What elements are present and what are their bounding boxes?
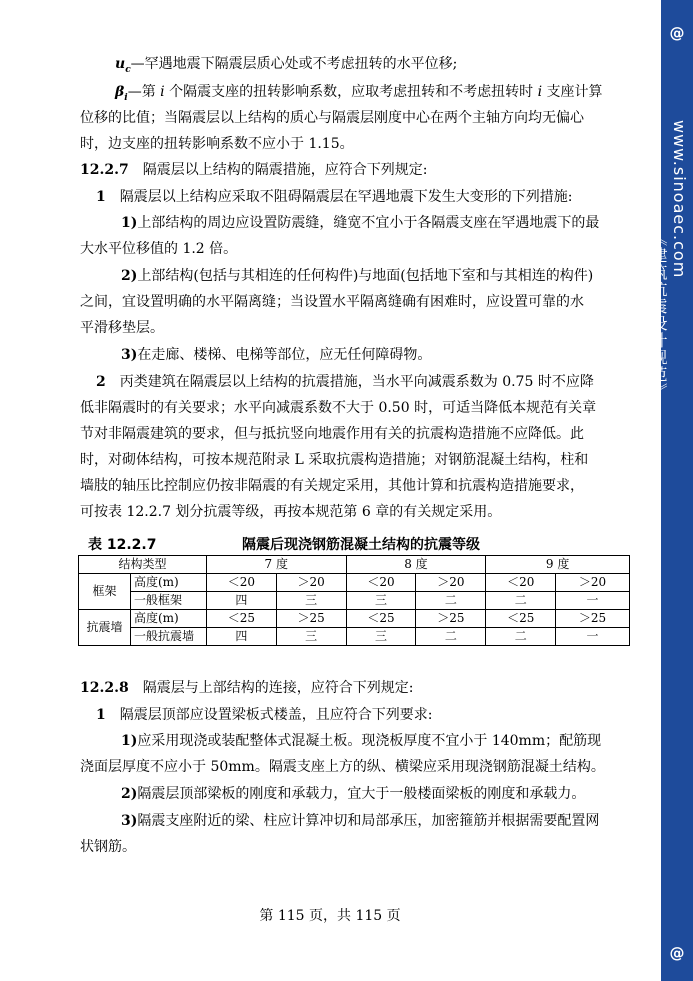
book-title: 《建筑抗震设计规范》 <box>649 230 668 400</box>
table-cell: ＜20 <box>346 574 416 592</box>
table-cell: 高度(m) <box>130 574 206 592</box>
item-1: 1 隔震层顶部应设置梁板式楼盖，且应符合下列要求: <box>96 707 433 723</box>
site-url[interactable]: www.sinoaec.com <box>670 120 689 279</box>
table-cell: 三 <box>276 592 346 610</box>
page-footer: 第 115 页，共 115 页 <box>259 908 401 924</box>
subitem-3: 3)隔震支座附近的梁、柱应计算冲切和局部承压，加密箍筋并根据需要配置网 <box>121 813 600 829</box>
subitem-3: 3)在走廊、楼梯、电梯等部位，应无任何障碍物。 <box>121 347 432 363</box>
item-2: 2 丙类建筑在隔震层以上结构的抗震措施，当水平向减震系数为 0.75 时不应降 <box>96 374 594 390</box>
subitem-1: 1)上部结构的周边应设置防震缝，缝宽不宜小于各隔震支座在罕遇地震下的最 <box>121 215 600 231</box>
table-cell: ＞25 <box>556 610 630 628</box>
text-line: 墙肢的轴压比控制应仍按非隔震的有关规定采用，其他计算和抗震构造措施要求， <box>80 478 584 494</box>
table-cell: 二 <box>416 592 486 610</box>
table-cell: 四 <box>206 628 276 646</box>
table-cell: 二 <box>416 628 486 646</box>
table-cell: 一 <box>556 628 630 646</box>
table-cell: 三 <box>346 592 416 610</box>
table-cell: 四 <box>206 592 276 610</box>
table-cell: ＞20 <box>556 574 630 592</box>
table-cell: 二 <box>486 592 556 610</box>
table-cell: 框架 <box>79 574 131 610</box>
text-line: 时，边支座的扭转影响系数不应小于 1.15。 <box>80 136 354 152</box>
item-1: 1 隔震层以上结构应采取不阻碍隔震层在罕遇地震下发生大变形的下列措施: <box>96 189 573 205</box>
text-line: 节对非隔震建筑的要求，但与抵抗竖向地震作用有关的抗震构造措施不应降低。此 <box>80 426 584 442</box>
table-header-cell: 8 度 <box>346 556 486 574</box>
text-line: 大水平位移值的 1.2 倍。 <box>80 241 238 257</box>
seismic-grade-table <box>78 555 630 646</box>
text-line: 低非隔震时的有关要求；水平向减震系数不大于 0.50 时，可适当降低本规范有关章 <box>80 400 597 416</box>
table-row <box>79 610 630 628</box>
table-cell: ＞20 <box>276 574 346 592</box>
text-line: 时，对砌体结构，可按本规范附录 L 采取抗震构造措施；对钢筋混凝土结构，柱和 <box>80 452 589 468</box>
table-cell: ＜25 <box>206 610 276 628</box>
table-cell: 抗震墙 <box>79 610 131 646</box>
table-cell: ＜25 <box>346 610 416 628</box>
text-line: 状钢筋。 <box>80 839 136 855</box>
table-cell: ＞20 <box>416 574 486 592</box>
at-icon: @ <box>669 944 685 962</box>
table-cell: ＜20 <box>206 574 276 592</box>
subitem-2: 2)上部结构(包括与其相连的任何构件)与地面(包括地下室和与其相连的构件) <box>121 268 594 284</box>
sidebar-text <box>626 120 689 417</box>
table-header-cell: 9 度 <box>486 556 630 574</box>
table-header-cell: 结构类型 <box>79 556 207 574</box>
table-cell: ＞25 <box>416 610 486 628</box>
subitem-2: 2)隔震层顶部梁板的刚度和承载力，宜大于一般楼面梁板的刚度和承载力。 <box>121 786 586 802</box>
text-line: 位移的比值；当隔震层以上结构的质心与隔震层刚度中心在两个主轴方向均无偏心 <box>80 110 584 126</box>
table-cell: 一 <box>556 592 630 610</box>
text-line: $\beta_i—$第 i 个隔震支座的扭转影响系数，应取考虑扭转和不考虑扭转时 i 支座计算 <box>115 84 603 103</box>
sidebar-banner <box>626 0 693 981</box>
table-header-row <box>79 556 630 574</box>
table-cell: 高度(m) <box>130 610 206 628</box>
table-label: 表 12.2.7 <box>88 537 157 553</box>
table-cell: 一般抗震墙 <box>130 628 206 646</box>
clause-12-2-7: 12.2.7 隔震层以上结构的隔震措施，应符合下列规定: <box>80 162 428 178</box>
text-line: $u_c—$罕遇地震下隔震层质心处或不考虑扭转的水平位移; <box>115 56 458 75</box>
table-row <box>79 628 630 646</box>
doc-code: 资料编号: GB 50011--2001 <box>626 190 645 417</box>
subitem-1: 1)应采用现浇或装配整体式混凝土板。现浇板厚度不宜小于 140mm；配筋现 <box>121 733 602 749</box>
table-header-cell: 7 度 <box>206 556 346 574</box>
table-cell: ＞25 <box>276 610 346 628</box>
text-line: 浇面层厚度不应小于 50mm。隔震支座上方的纵、横梁应采用现浇钢筋混凝土结构。 <box>80 759 605 775</box>
table-row <box>79 574 630 592</box>
table-cell: 三 <box>346 628 416 646</box>
table-row <box>79 592 630 610</box>
table-cell: ＜25 <box>486 610 556 628</box>
text-line: 之间，宜设置明确的水平隔离缝；当设置水平隔离缝确有困难时，应设置可靠的水 <box>80 294 584 310</box>
table-cell: 一般框架 <box>130 592 206 610</box>
table-cell: 三 <box>276 628 346 646</box>
table-cell: ＜20 <box>486 574 556 592</box>
text-line: 可按表 12.2.7 划分抗震等级，再按本规范第 6 章的有关规定采用。 <box>80 504 502 520</box>
table-cell: 二 <box>486 628 556 646</box>
clause-12-2-8: 12.2.8 隔震层与上部结构的连接，应符合下列规定: <box>80 680 414 696</box>
text-line: 平滑移垫层。 <box>80 320 164 336</box>
table-title: 隔震后现浇钢筋混凝土结构的抗震等级 <box>242 537 480 553</box>
at-icon: @ <box>669 24 685 42</box>
